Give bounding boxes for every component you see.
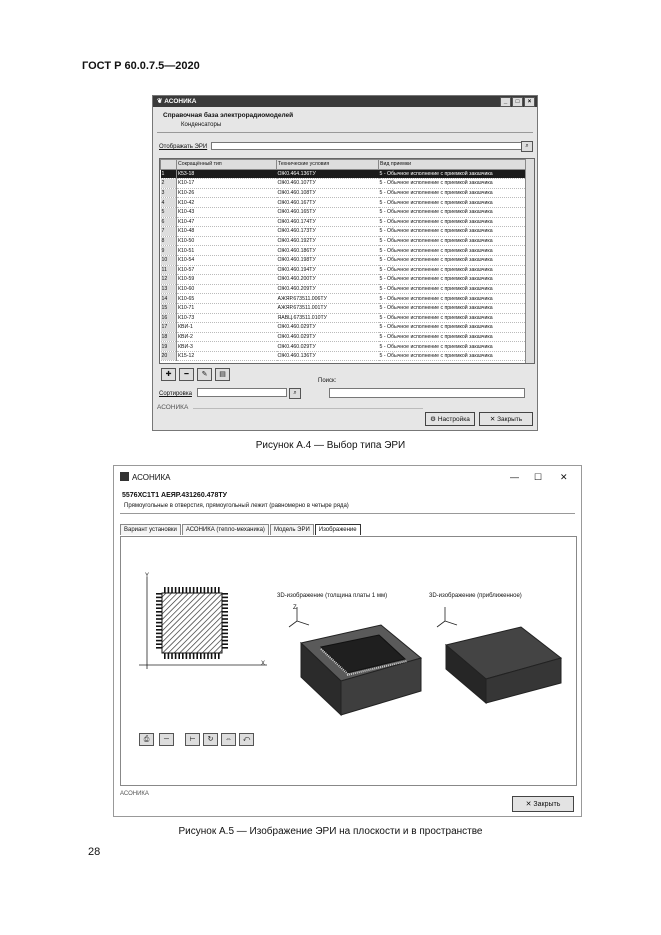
row-number: 14 [161,294,177,304]
settings-icon: ⚙ [430,416,438,423]
row-acceptance: 5 - Обычное исполнение с приемкой заказчика [379,179,527,189]
row-acceptance: 5 - Обычное исполнение с приемкой заказчика [379,227,527,237]
table-row[interactable] [161,255,527,265]
close-button[interactable]: ✕ Закрыть [512,796,574,812]
table-row[interactable] [161,342,527,352]
close-icon: ✕ [489,416,498,423]
figure-a4-caption: Рисунок А.4 — Выбор типа ЭРИ [255,440,406,451]
row-tu: ОЖ0.460.209ТУ [277,284,379,294]
row-type: К10-57 [177,265,277,275]
image-panel [120,536,577,786]
row-acceptance: 5 - Обычное исполнение с приемкой заказчика [379,332,527,342]
row-tu: ОЖ0.460.192ТУ [277,236,379,246]
row-type: К10-60 [177,284,277,294]
row-number: 8 [161,236,177,246]
tab-eri-model[interactable]: Модель ЭРИ [270,524,314,535]
window-eri-type-selection [152,95,538,431]
row-number: 1 [161,169,177,179]
column-header-tu[interactable]: Технические условия [277,160,379,170]
row-acceptance: 5 - Обычное исполнение с приемкой заказчика [379,342,527,352]
minimize-button[interactable]: _ [500,97,511,107]
row-tu: АЖЯР.673511.006ТУ [277,294,379,304]
row-acceptance: 5 - Обычное исполнение с приемкой заказчика [379,303,527,313]
chip-3d-approx-render [431,603,571,723]
search-label: Поиск: [318,378,337,384]
table-row[interactable] [161,236,527,246]
table-row[interactable] [161,303,527,313]
table-row[interactable] [161,294,527,304]
delete-icon[interactable]: ━ [179,368,194,381]
sort-apply-button[interactable]: ⌕ [289,388,301,399]
view-icon[interactable]: ▤ [215,368,230,381]
view2-label: 3D-изображение (приближенное) [429,593,522,599]
row-tu: ЯАВЦ.673511.010ТУ [277,313,379,323]
print-icon[interactable]: ⎙ [139,733,154,746]
window-title: АСОНИКА [164,98,197,105]
settings-button[interactable]: ⚙ Настройка [425,412,475,426]
filter-label: Отображать ЭРИ [159,144,208,150]
sort-label: Сортировка [159,391,192,397]
row-tu: ОЖ0.460.194ТУ [277,265,379,275]
view1-label: 3D-изображение (толщина платы 1 мм) [277,593,388,599]
row-number: 6 [161,217,177,227]
tab-installation[interactable]: Вариант установки [120,524,181,535]
row-type: К10-54 [177,255,277,265]
eri-table [159,158,535,364]
row-number: 10 [161,255,177,265]
row-type: К53-18 [177,169,277,179]
table-row[interactable] [161,246,527,256]
row-tu: ОЖ0.460.029ТУ [277,332,379,342]
row-tu: ОЖ0.460.200ТУ [277,275,379,285]
row-acceptance: 5 - Обычное исполнение с приемкой заказчика [379,217,527,227]
row-tu: ОЖ0.460.198ТУ [277,255,379,265]
row-tu: ОЖ0.460.029ТУ [277,342,379,352]
filter-apply-button[interactable]: ⌕ [521,141,533,152]
axis-y-label: Y [145,573,150,579]
table-row[interactable] [161,351,527,361]
axis-z-label: Z [293,605,297,611]
row-tu: ОЖ0.460.136ТУ [277,351,379,361]
sort-input[interactable] [197,388,287,397]
row-acceptance: 5 - Обычное исполнение с приемкой заказчика [379,246,527,256]
table-row[interactable] [161,198,527,208]
column-header-acceptance[interactable]: Вид приемки [379,160,527,170]
row-acceptance: 5 - Обычное исполнение с приемкой заказчика [379,198,527,208]
row-acceptance: 5 - Обычное исполнение с приемкой заказчика [379,236,527,246]
app-logo-icon: ❦ [157,98,165,105]
row-type: К10-73 [177,313,277,323]
row-type: К10-65 [177,294,277,304]
app-logo-icon [120,472,129,481]
row-type: К10-71 [177,303,277,313]
row-tu: ОЖ0.460.108ТУ [277,188,379,198]
table-row[interactable] [161,275,527,285]
row-number: 7 [161,227,177,237]
table-row[interactable] [161,332,527,342]
fit-icon[interactable]: ⊢ [185,733,200,746]
row-acceptance: 5 - Обычное исполнение с приемкой заказчика [379,255,527,265]
row-number: 15 [161,303,177,313]
row-number: 12 [161,275,177,285]
row-number: 16 [161,313,177,323]
row-acceptance: 5 - Обычное исполнение с приемкой заказчика [379,284,527,294]
row-acceptance: 5 - Обычное исполнение с приемкой заказчика [379,188,527,198]
line-icon[interactable]: ─ [159,733,174,746]
row-type: К10-51 [177,246,277,256]
status-label: АСОНИКА [120,791,149,797]
table-row[interactable] [161,323,527,333]
table-row[interactable] [161,169,527,179]
page-number: 28 [88,846,101,858]
row-tu: ОЖ0.460.029ТУ [277,323,379,333]
chip-3d-board-render [281,603,431,723]
row-number: 17 [161,323,177,333]
table-row[interactable] [161,227,527,237]
row-acceptance: 5 - Обычное исполнение с приемкой заказчика [379,323,527,333]
tab-image[interactable]: Изображение [315,524,361,535]
edit-icon[interactable]: ✎ [197,368,212,381]
row-acceptance: 5 - Обычное исполнение с приемкой заказчика [379,275,527,285]
rotate-icon[interactable]: ↻ [203,733,218,746]
row-acceptance: 5 - Обычное исполнение с приемкой заказчика [379,351,527,361]
close-button[interactable]: ✕ Закрыть [479,412,533,426]
maximize-button[interactable]: ☐ [534,472,543,482]
search-input[interactable] [329,388,525,398]
table-row[interactable] [161,265,527,275]
row-acceptance: 5 - Обычное исполнение с приемкой заказчика [379,294,527,304]
table-row[interactable] [161,284,527,294]
table-row[interactable] [161,188,527,198]
row-number: 11 [161,265,177,275]
row-tu: ОЖ0.460.186ТУ [277,246,379,256]
row-number: 18 [161,332,177,342]
row-type: КВИ-2 [177,332,277,342]
row-tu: ОЖ0.460.173ТУ [277,227,379,237]
row-type: КВИ-3 [177,342,277,352]
row-number: 19 [161,342,177,352]
figure-a5-caption: Рисунок А.5 — Изображение ЭРИ на плоскости и в пространстве [178,826,483,837]
table-scrollbar[interactable] [525,159,534,363]
row-type: К15-12 [177,351,277,361]
row-acceptance: 5 - Обычное исполнение с приемкой заказчика [379,313,527,323]
database-title: Справочная база электрорадиомоделей [163,112,294,119]
row-number: 9 [161,246,177,256]
row-number: 2 [161,179,177,189]
mirror-icon[interactable]: ⇔ [221,733,236,746]
orbit-icon[interactable]: ⤺ [239,733,254,746]
table-row[interactable] [161,217,527,227]
minimize-button[interactable]: — [510,472,519,482]
close-icon: ✕ [525,801,534,808]
chip-2d-drawing [129,573,269,683]
row-type: К10-43 [177,207,277,217]
table-row[interactable] [161,207,527,217]
row-type: КВИ-1 [177,323,277,333]
close-window-button[interactable]: ✕ [560,472,568,482]
row-tu: ОЖ0.460.167ТУ [277,198,379,208]
row-number: 20 [161,351,177,361]
row-type: К10-48 [177,227,277,237]
component-subtitle: Прямоугольные в отверстия, прямоугольный лежит (равномерно в четыре ряда) [124,503,349,509]
column-header-number [161,160,177,170]
row-number: 4 [161,198,177,208]
component-title: 5576ХС1Т1 АЕЯР.431260.478ТУ [122,492,227,499]
row-type: К10-59 [177,275,277,285]
row-tu: АЖЯР.673511.001ТУ [277,303,379,313]
row-type: К10-26 [177,188,277,198]
title-bar [153,96,537,107]
document-header: ГОСТ Р 60.0.7.5—2020 [82,60,200,72]
tab-asonika-thermal[interactable]: АСОНИКА (тепло-механика) [182,524,269,535]
maximize-button[interactable]: □ [512,97,523,107]
filter-input[interactable] [211,142,531,150]
row-acceptance: 5 - Обычное исполнение с приемкой заказчика [379,265,527,275]
row-number: 5 [161,207,177,217]
status-label: АСОНИКА [157,404,189,411]
window-eri-image [113,465,582,817]
row-type: К10-50 [177,236,277,246]
row-tu: ОЖ0.460.165ТУ [277,207,379,217]
table-row[interactable] [161,179,527,189]
table-row[interactable] [161,313,527,323]
tab-strip [120,524,362,535]
row-acceptance: 5 - Обычное исполнение с приемкой заказчика [379,169,527,179]
row-tu: ОЖ0.460.174ТУ [277,217,379,227]
window-title: АСОНИКА [132,473,171,482]
row-tu: ОЖ0.464.136ТУ [277,169,379,179]
row-number: 3 [161,188,177,198]
row-acceptance: 5 - Обычное исполнение с приемкой заказчика [379,207,527,217]
close-window-button[interactable]: × [524,97,535,107]
add-icon[interactable]: ✚ [161,368,176,381]
category-label: Конденсаторы [181,122,222,128]
row-type: К10-42 [177,198,277,208]
row-tu: ОЖ0.460.107ТУ [277,179,379,189]
row-number: 13 [161,284,177,294]
row-type: К10-17 [177,179,277,189]
row-type: К10-47 [177,217,277,227]
axis-x-label: X [261,661,266,667]
column-header-type[interactable]: Сокращённый тип [177,160,277,170]
